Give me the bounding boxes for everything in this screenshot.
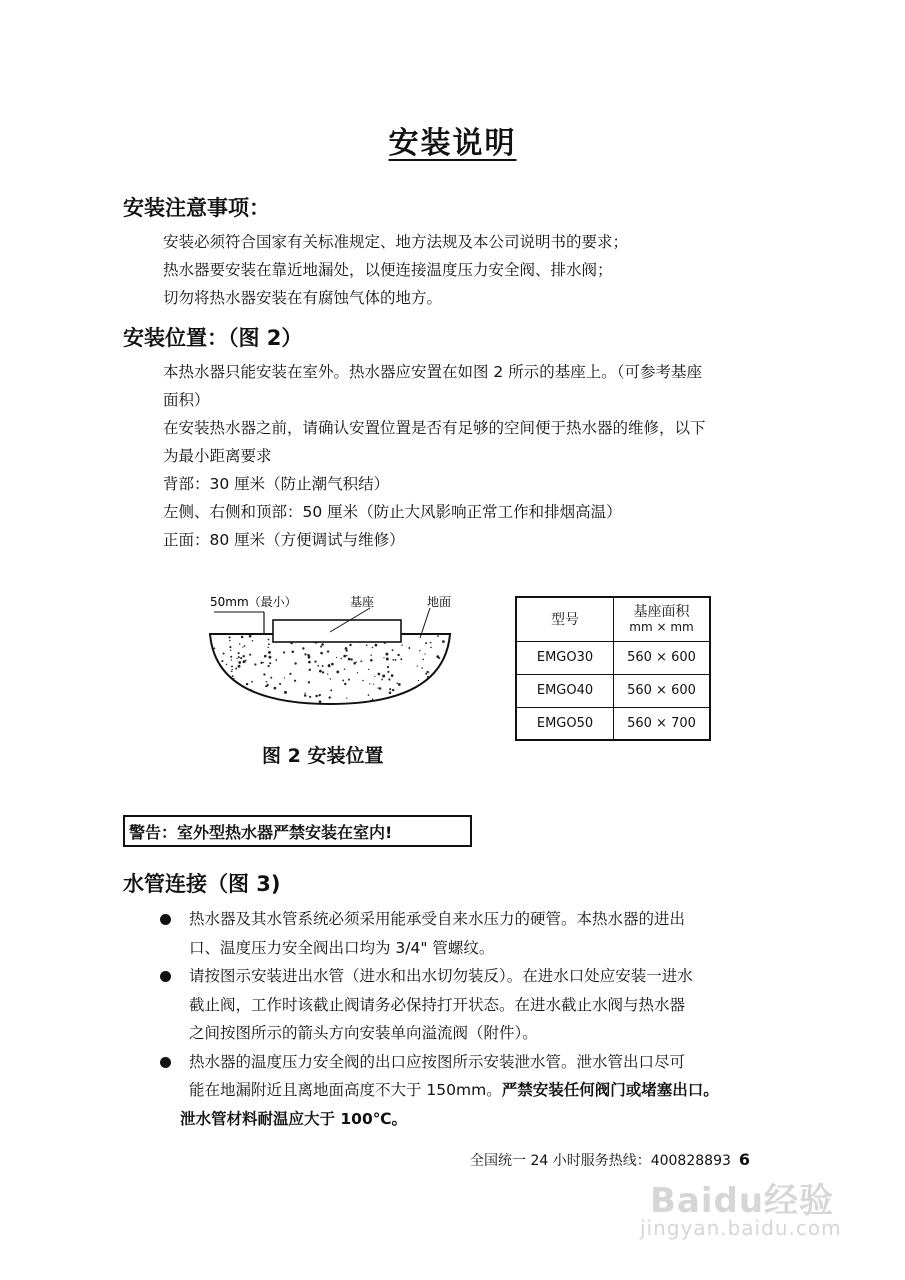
soil-dot: [221, 660, 223, 662]
soil-dot: [342, 679, 344, 681]
soil-dot: [409, 693, 410, 694]
soil-dot: [309, 696, 311, 698]
soil-dot: [356, 661, 357, 662]
soil-dot: [321, 643, 324, 646]
bullet-text: [160, 1076, 719, 1105]
soil-dot: [330, 678, 331, 679]
soil-dot: [378, 673, 381, 676]
soil-dot: [400, 658, 402, 660]
soil-dot: [341, 658, 342, 659]
soil-dot: [391, 674, 394, 677]
soil-dot: [210, 677, 211, 678]
bullet-text: 请按图示安装进出水管（进水和出水切勿装反）。在进水口处应安装一进水: [189, 967, 693, 985]
notes-line: 切勿将热水器安装在有腐蚀气体的地方。: [163, 289, 443, 307]
soil-dot: [292, 651, 295, 654]
location-line: 在安装热水器之前，请确认安置位置是否有足够的空间便于热水器的维修，以下: [163, 419, 706, 437]
soil-dot: [418, 680, 419, 681]
soil-dot: [249, 654, 251, 656]
soil-dot: [236, 658, 237, 659]
table-row: [516, 674, 710, 707]
soil-dot: [366, 644, 368, 646]
soil-dot: [368, 694, 370, 696]
soil-dot: [327, 673, 328, 674]
soil-dot: [242, 647, 243, 648]
soil-dot: [440, 677, 442, 679]
water-bullet-list: [160, 905, 719, 1133]
soil-dot: [268, 665, 270, 667]
bullet-icon: [160, 971, 171, 982]
bullet-icon: [160, 1057, 171, 1068]
soil-dot: [370, 654, 372, 656]
bullet-text: 之间按图所示的箭头方向安装单向溢流阀（附件）。: [189, 1024, 538, 1042]
list-item-continuation: [160, 934, 719, 963]
soil-dot: [322, 671, 324, 673]
soil-dot: [446, 665, 448, 667]
soil-dot: [284, 677, 285, 678]
table-cell-model: EMGO40: [516, 674, 614, 707]
soil-dot: [369, 683, 370, 684]
soil-dot: [263, 662, 264, 663]
soil-dot: [349, 644, 351, 646]
soil-dot: [223, 652, 225, 654]
soil-dot: [437, 635, 439, 637]
table-cell-model: EMGO30: [516, 641, 614, 674]
soil-dot: [320, 694, 321, 695]
list-item-continuation: [160, 1019, 719, 1048]
soil-dot: [246, 683, 248, 685]
soil-dot: [231, 665, 233, 667]
soil-dot: [447, 680, 448, 681]
soil-dot: [320, 652, 323, 655]
soil-dot: [437, 676, 438, 677]
table-header-area: [614, 597, 711, 641]
soil-dot: [388, 678, 390, 680]
soil-dot: [216, 672, 218, 674]
soil-dot: [353, 662, 356, 665]
soil-dot: [362, 680, 364, 682]
list-item-continuation: [160, 1105, 719, 1134]
ground-pit-shape: [210, 634, 450, 704]
label-base: 基座: [350, 595, 375, 609]
soil-dot: [279, 683, 281, 685]
soil-dot: [398, 703, 399, 704]
soil-dot: [226, 664, 227, 665]
soil-dot: [320, 646, 322, 648]
soil-dot: [254, 663, 256, 665]
soil-dot: [386, 658, 389, 661]
soil-dot: [368, 669, 369, 670]
soil-dot: [389, 688, 391, 690]
soil-dot: [304, 653, 306, 655]
soil-dot: [417, 665, 418, 666]
soil-dot: [436, 655, 439, 658]
soil-dot: [228, 695, 230, 697]
soil-dot: [265, 685, 267, 687]
soil-dot: [268, 643, 270, 645]
soil-dot: [446, 678, 449, 681]
soil-dot: [336, 657, 337, 658]
table-cell-model: EMGO50: [516, 707, 614, 740]
soil-dot: [315, 695, 318, 698]
soil-dot: [395, 659, 397, 661]
bullet-text: 热水器的温度压力安全阀的出口应按图所示安装泄水管。泄水管出口尽可: [189, 1052, 686, 1071]
soil-dot: [269, 662, 271, 664]
soil-dot: [232, 685, 233, 686]
location-line: 左侧、右侧和顶部：50 厘米（防止大风影响正常工作和排烟高温）: [163, 503, 622, 521]
soil-dot: [425, 642, 427, 644]
soil-dot: [343, 655, 346, 658]
soil-dot: [317, 665, 319, 667]
soil-dot: [426, 682, 429, 685]
soil-dot: [260, 662, 262, 664]
soil-dot: [239, 643, 241, 645]
soil-dot: [430, 642, 432, 644]
soil-dot: [314, 661, 316, 663]
bullet-icon: [160, 914, 171, 925]
soil-dot: [372, 698, 374, 700]
page-number: 6: [738, 1150, 751, 1169]
soil-dot: [229, 640, 231, 642]
soil-dot: [346, 655, 347, 656]
soil-dot: [322, 665, 324, 667]
soil-dot: [336, 670, 339, 673]
section-heading-water: 水管连接（图 3): [123, 872, 281, 896]
bullet-text-bold: 严禁安装任何阀门或堵塞出口。: [501, 1081, 719, 1099]
soil-dot: [214, 648, 216, 650]
soil-dot: [428, 671, 430, 673]
soil-dot: [392, 659, 394, 661]
label-ground: 地面: [427, 595, 452, 609]
soil-dot: [245, 660, 247, 662]
soil-dot: [425, 673, 427, 675]
table-row: [516, 641, 710, 674]
soil-dot: [411, 700, 413, 702]
soil-dot: [430, 647, 432, 649]
soil-dot: [442, 640, 445, 643]
soil-dot: [252, 640, 254, 642]
soil-dot: [229, 646, 231, 648]
soil-dot: [228, 698, 230, 700]
soil-dot: [398, 697, 400, 699]
soil-dot: [351, 658, 353, 660]
soil-dot: [330, 689, 332, 691]
soil-dot: [348, 658, 351, 661]
watermark-logo: Baidu经验: [650, 1181, 835, 1221]
soil-dot: [251, 681, 253, 683]
location-line: 背部：30 厘米（防止潮气积结）: [163, 475, 390, 493]
soil-dot: [382, 675, 385, 678]
soil-dot: [304, 693, 305, 694]
soil-dot: [360, 660, 362, 662]
soil-dot: [308, 661, 311, 664]
soil-dot: [432, 678, 435, 681]
soil-dot: [370, 659, 373, 662]
location-line: 正面：80 厘米（方便调试与维修）: [163, 531, 405, 549]
soil-dot: [302, 647, 304, 649]
soil-dot: [448, 692, 451, 695]
bullet-text: 口、温度压力安全阀出口均为 3/4" 管螺纹。: [189, 938, 495, 957]
soil-dot: [230, 650, 231, 651]
soil-dot: [308, 656, 311, 659]
soil-dot: [304, 694, 307, 697]
section-heading-location: 安装位置：（图 2）: [123, 326, 303, 350]
notes-line: 热水器要安装在靠近地漏处，以便连接温度压力安全阀、排水阀；: [163, 261, 613, 279]
soil-dot: [375, 644, 378, 647]
table-row: [516, 707, 710, 740]
soil-dot: [319, 670, 322, 673]
soil-dot: [344, 683, 346, 685]
soil-dot: [424, 653, 425, 654]
soil-dot: [238, 696, 240, 698]
soil-dot: [209, 668, 211, 670]
soil-dot: [221, 698, 224, 701]
soil-dot: [241, 636, 244, 639]
table-header-area-title: 基座面积: [633, 603, 690, 620]
soil-dot: [263, 673, 265, 675]
soil-dot: [397, 654, 399, 656]
soil-dot: [328, 665, 330, 667]
soil-dot: [374, 676, 375, 677]
soil-dot: [232, 669, 233, 670]
soil-dot: [235, 668, 237, 670]
soil-dot: [440, 689, 443, 692]
soil-dot: [294, 680, 296, 682]
soil-dot: [238, 661, 241, 664]
soil-dot: [238, 665, 241, 668]
soil-dot: [345, 647, 348, 650]
soil-dot: [401, 644, 402, 645]
soil-dot: [211, 686, 213, 688]
soil-dot: [238, 652, 240, 654]
soil-dot: [379, 702, 380, 703]
soil-dot: [294, 662, 296, 664]
soil-dot: [211, 659, 213, 661]
soil-dot: [244, 645, 246, 647]
table-header-area-unit: mm × mm: [629, 619, 694, 634]
location-line: 面积）: [163, 391, 210, 409]
soil-dot: [327, 650, 329, 652]
soil-dot: [210, 649, 212, 651]
base-block: [273, 620, 401, 642]
list-item-continuation: [160, 991, 719, 1020]
soil-dot: [408, 647, 410, 649]
soil-dot: [241, 690, 243, 692]
bullet-text: 截止阀，工作时该截止阀请务必保持打开状态。在进水截止水阀与热水器: [189, 995, 686, 1014]
bullet-text-bold: 泄水管材料耐温应大于 100℃。: [180, 1109, 408, 1128]
soil-dot: [243, 655, 245, 657]
soil-dot: [392, 649, 394, 651]
soil-dot: [381, 679, 383, 681]
soil-dot: [373, 683, 374, 684]
soil-dot: [233, 685, 235, 687]
soil-dot: [270, 677, 272, 679]
soil-dot: [268, 651, 271, 654]
soil-dot: [268, 639, 270, 641]
soil-dot: [372, 647, 374, 649]
soil-dot: [442, 696, 444, 698]
table-cell-area: 560 × 600: [614, 674, 711, 707]
location-line: 为最小距离要求: [163, 447, 272, 465]
notes-line: 安装必须符合国家有关标准规定、地方法规及本公司说明书的要求；: [163, 233, 629, 251]
label-min-distance: 50mm（最小）: [210, 595, 297, 609]
soil-dot: [385, 653, 388, 656]
section-heading-notes: 安装注意事项：: [123, 196, 270, 220]
soil-dot: [392, 689, 394, 691]
page-footer: [470, 1150, 750, 1170]
soil-dot: [346, 697, 347, 698]
soil-dot: [210, 701, 212, 703]
soil-dot: [396, 682, 398, 684]
soil-dot: [232, 675, 234, 677]
soil-dot: [308, 681, 310, 683]
soil-dot: [387, 666, 389, 668]
soil-dot: [240, 657, 242, 659]
soil-dot: [264, 656, 266, 658]
soil-dot: [231, 659, 232, 660]
page-title: 安装说明: [388, 126, 517, 161]
location-line: 本热水器只能安装在室外。热水器应安置在如图 2 所示的基座上。（可参考基座: [163, 363, 702, 381]
soil-dot: [378, 687, 379, 688]
service-hotline: 全国统一 24 小时服务热线：400828893: [470, 1153, 731, 1169]
soil-dot: [230, 656, 232, 658]
soil-dot: [231, 670, 233, 672]
soil-dot: [422, 700, 424, 702]
soil-dot: [268, 656, 271, 659]
notes-paragraph: [163, 228, 628, 312]
soil-dot: [274, 687, 277, 690]
soil-dot: [213, 689, 215, 691]
soil-dot: [289, 673, 291, 675]
bullet-text-normal: 能在地漏附近且离地面高度不大于 150mm。: [189, 1081, 502, 1099]
soil-dot: [319, 700, 322, 703]
soil-dot: [422, 659, 424, 661]
soil-dot: [266, 684, 268, 686]
list-item: [160, 905, 719, 934]
soil-dot: [266, 681, 267, 682]
location-paragraph: [163, 358, 706, 554]
soil-dot: [249, 635, 252, 638]
soil-dot: [267, 647, 268, 648]
soil-dot: [283, 651, 285, 653]
soil-dot: [331, 663, 334, 666]
soil-dot: [419, 650, 420, 651]
soil-dot: [421, 667, 423, 669]
soil-dot: [275, 659, 277, 661]
soil-dot: [284, 691, 287, 694]
soil-dot: [389, 692, 392, 695]
watermark-url: jingyan.baidu.com: [640, 1216, 842, 1240]
soil-dot: [229, 636, 231, 638]
bullet-text: 热水器及其水管系统必须采用能承受自来水压力的硬管。本热水器的进出: [189, 910, 686, 928]
soil-dot: [441, 698, 444, 701]
table-cell-area: 560 × 600: [614, 641, 711, 674]
soil-dot: [209, 650, 212, 653]
soil-dot: [247, 697, 249, 699]
soil-dot: [379, 687, 382, 690]
soil-dot: [427, 676, 429, 678]
table-cell-area: 560 × 700: [614, 707, 711, 740]
soil-dot: [440, 670, 441, 671]
soil-dot: [238, 656, 240, 658]
table-header-row: [516, 597, 710, 641]
soil-dot: [387, 671, 389, 673]
table-header-model: 型号: [516, 597, 614, 641]
list-item-continuation: [160, 1076, 719, 1105]
soil-dot: [328, 696, 330, 698]
soil-dot: [383, 657, 384, 658]
soil-dot: [309, 669, 311, 671]
soil-dot: [348, 679, 350, 681]
base-area-table: [515, 596, 711, 741]
figure-caption: 图 2 安装位置: [262, 745, 384, 767]
list-item: [160, 962, 719, 991]
soil-dot: [398, 683, 401, 686]
installation-base-diagram: [200, 592, 470, 712]
warning-box: 警告：室外型热水器严禁安装在室内!: [123, 815, 472, 847]
soil-dot: [344, 668, 346, 670]
soil-dot: [357, 672, 358, 673]
soil-dot: [436, 690, 438, 692]
list-item: [160, 1048, 719, 1077]
